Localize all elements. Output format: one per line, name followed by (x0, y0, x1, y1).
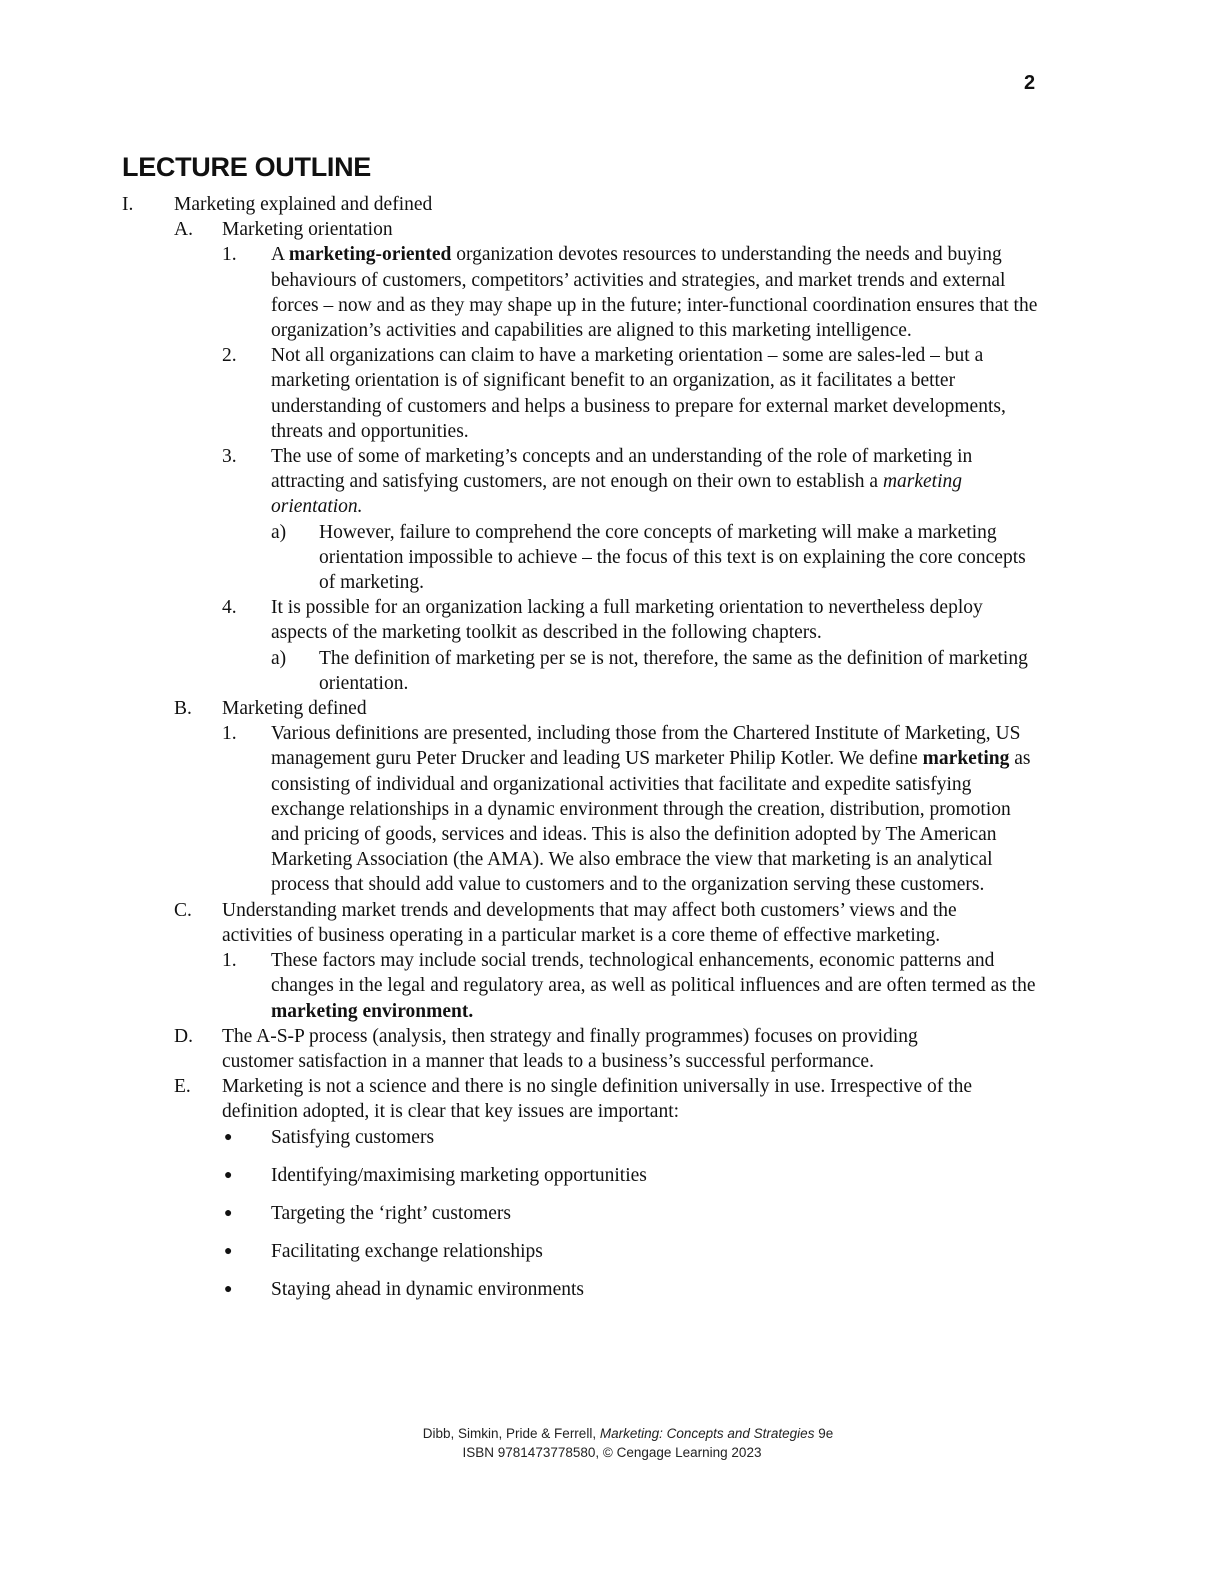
bullet-item (0, 1201, 1224, 1226)
outline-item-B1 (0, 721, 1224, 897)
outline-item-A4a (0, 646, 1224, 696)
outline-item-D (0, 1024, 1224, 1074)
item-label: a) (271, 647, 287, 669)
outline-item-C (0, 898, 1224, 948)
item-text: The A-S-P process (analysis, then strategy and finally programmes) focuses on providing customer satisfaction in a manner that leads to a business’s successful performance. (222, 1025, 918, 1072)
outline-item-A2 (0, 343, 1224, 444)
footer-book-title: Marketing: Concepts and Strategies (599, 1426, 815, 1441)
term-marketing-environment: marketing environment. (271, 1000, 474, 1022)
item-text: A marketing-oriented organization devotes resources to understanding the needs and buying behaviours of customers, competitors’ activities and strategies, and market trends and external forces – now and as they may shape up in the future; inter-functional coordination ensures that the organization’s activities and capabilities are aligned to this marketing intelligence. (271, 244, 1038, 342)
outline-item-A3 (0, 444, 1224, 520)
item-label: I. (122, 194, 134, 215)
outline-item-C1 (0, 948, 1224, 1024)
item-text: The definition of marketing per se is not, therefore, the same as the definition of marketing orientation. (319, 647, 1028, 694)
item-text: The use of some of marketing’s concepts and an understanding of the role of marketing in attracting and satisfying customers, are not enough on their own to establish a marketing orientation. (271, 446, 973, 518)
bullet-item (0, 1277, 1224, 1302)
item-text: Marketing defined (222, 698, 367, 720)
item-label: 4. (222, 597, 237, 619)
item-label: a) (271, 521, 287, 543)
bullet-text: Facilitating exchange relationships (271, 1241, 543, 1263)
item-text: It is possible for an organization lacking a full marketing orientation to nevertheless deploy aspects of the marketing toolkit as described in the following chapters. (271, 597, 983, 644)
outline-item-A (0, 217, 1224, 242)
page-number: 2 (1024, 72, 1036, 94)
page-title: LECTURE OUTLINE (122, 152, 371, 182)
bullet-icon: ● (224, 1205, 233, 1221)
term-marketing-orientation: marketing orientation. (271, 471, 963, 518)
page-footer (0, 1424, 1224, 1462)
item-label: 2. (222, 345, 237, 367)
item-label: 1. (222, 723, 237, 745)
item-text: However, failure to comprehend the core concepts of marketing will make a marketing orientation impossible to achieve – the focus of this text is on explaining the core concepts of marketing. (319, 521, 1026, 594)
item-text: Marketing explained and defined (174, 194, 433, 215)
outline-item-A3a (0, 520, 1224, 596)
bullet-text: Identifying/maximising marketing opportunities (271, 1164, 647, 1186)
outline-item-I (0, 192, 1224, 217)
item-text: Understanding market trends and developments that may affect both customers’ views and the activities of business operating in a particular market is a core theme of effective marketing. (222, 899, 957, 946)
item-text: Various definitions are presented, including those from the Chartered Institute of Marketing, US management guru Peter Drucker and leading US marketer Philip Kotler. We define marketing as consisting of individual and organizational activities that facilitate and expedite satisfying exchange relationships in a dynamic environment through the creation, distribution, promotion and pricing of goods, services and ideas. This is also the definition adopted by The American Marketing Association (the AMA). We also embrace the view that marketing is an analytical process that should add value to customers and to the organization serving these customers. (271, 723, 1031, 896)
outline-item-A1 (0, 242, 1224, 343)
footer-isbn: ISBN 9781473778580, © Cengage Learning 2023 (462, 1445, 762, 1460)
item-label: B. (174, 698, 192, 720)
item-label: 1. (222, 244, 237, 266)
item-label: A. (174, 219, 193, 241)
bullet-text: Targeting the ‘right’ customers (271, 1202, 511, 1224)
item-label: C. (174, 899, 192, 921)
bullet-text: Staying ahead in dynamic environments (271, 1279, 585, 1301)
item-text: Not all organizations can claim to have a marketing orientation – some are sales-led – but a marketing orientation is of significant benefit to an organization, as it facilitates a better understanding of customers and helps a business to prepare for external market developments, threats and opportunities. (271, 345, 1006, 442)
item-text: Marketing orientation (222, 219, 393, 241)
item-label: 1. (222, 950, 237, 972)
bullet-icon: ● (224, 1129, 233, 1145)
item-label: E. (174, 1076, 191, 1098)
bullet-icon: ● (224, 1244, 233, 1260)
bullet-icon: ● (224, 1282, 233, 1298)
item-text: Marketing is not a science and there is no single definition universally in use. Irrespective of the definition adopted, it is clear that key issues are important: (222, 1076, 972, 1123)
term-marketing-oriented: marketing-oriented (288, 244, 452, 266)
outline-item-A4 (0, 595, 1224, 645)
outline-item-E (0, 1074, 1224, 1124)
item-text: These factors may include social trends, technological enhancements, economic patterns and changes in the legal and regulatory area, as well as political influences and are often termed as the marketing environment. (271, 950, 1036, 1022)
term-marketing: marketing (922, 748, 1010, 770)
bullet-item (0, 1239, 1224, 1264)
item-label: 3. (222, 446, 237, 468)
item-label: D. (174, 1025, 193, 1047)
outline-item-B (0, 696, 1224, 721)
bullet-item (0, 1125, 1224, 1150)
footer-citation: Dibb, Simkin, Pride & Ferrell, Marketing: Concepts and Strategies 9e (422, 1426, 834, 1441)
bullet-item (0, 1163, 1224, 1188)
bullet-text: Satisfying customers (271, 1126, 435, 1148)
lecture-outline (0, 192, 1224, 1303)
bullet-icon: ● (224, 1167, 233, 1183)
